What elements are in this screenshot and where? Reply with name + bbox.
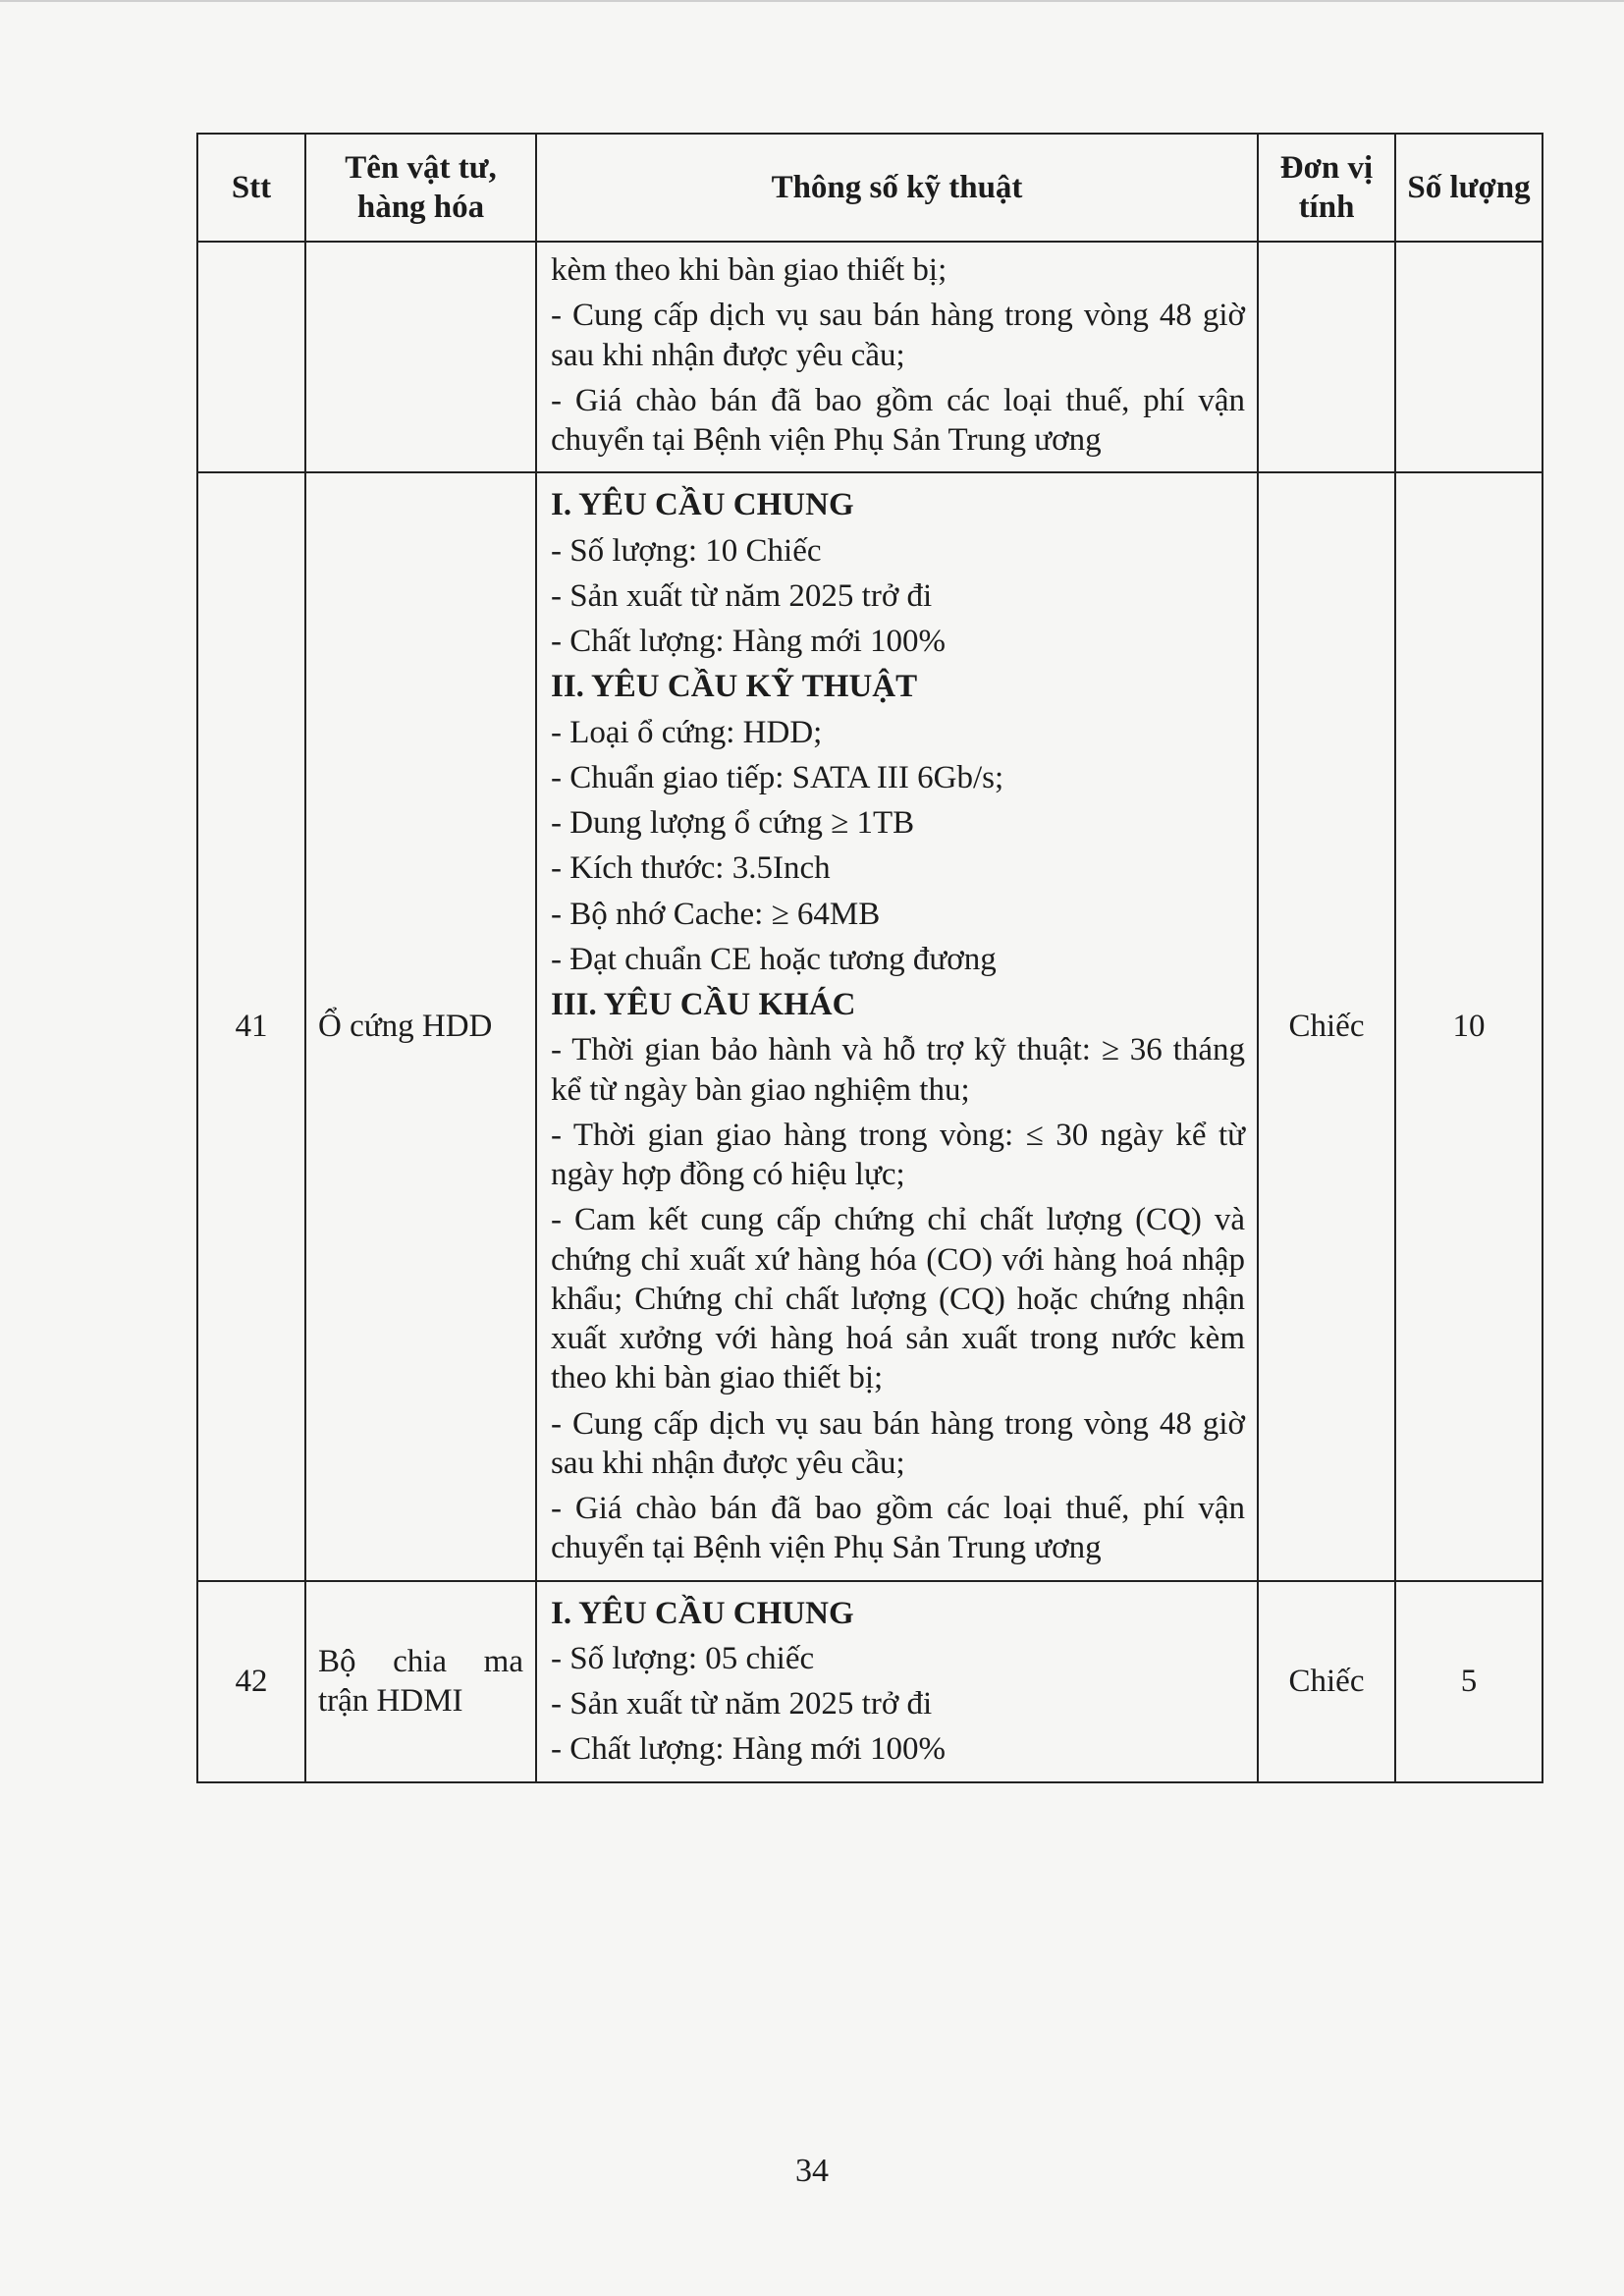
spec-line: kèm theo khi bàn giao thiết bị; [551, 252, 947, 288]
spec-line: - Bộ nhớ Cache: ≥ 64MB [551, 896, 881, 932]
col-header-unit: Đơn vị tính [1258, 134, 1395, 242]
spec-line: - Chuẩn giao tiếp: SATA III 6Gb/s; [551, 759, 1004, 795]
spec-line: - Số lượng: 10 Chiếc [551, 532, 822, 569]
row-qty [1395, 242, 1543, 472]
spec-table [196, 133, 1543, 1783]
row-unit: Chiếc [1258, 472, 1395, 1580]
spec-section-heading: II. YÊU CẦU KỸ THUẬT [551, 669, 918, 705]
spec-section-heading: I. YÊU CẦU CHUNG [551, 487, 854, 523]
row-stt: 41 [197, 472, 305, 1580]
row-specs [536, 242, 1258, 472]
spec-line: - Cung cấp dịch vụ sau bán hàng trong vòng 48 giờ sau khi nhận được yêu cầu; [551, 298, 1245, 373]
spec-line: - Giá chào bán đã bao gồm các loại thuế, phí vận chuyển tại Bệnh viện Phụ Sản Trung ương [551, 382, 1245, 458]
row-qty: 10 [1395, 472, 1543, 1580]
spec-line: - Loại ổ cứng: HDD; [551, 714, 823, 750]
row-specs [536, 472, 1258, 1580]
spec-line: - Thời gian giao hàng trong vòng: ≤ 30 ngày kể từ ngày hợp đồng có hiệu lực; [551, 1117, 1245, 1192]
row-name [305, 242, 536, 472]
spec-line: - Sản xuất từ năm 2025 trở đi [551, 1686, 933, 1722]
table-header-row [197, 134, 1543, 242]
row-name: Bộ chia ma trận HDMI [305, 1581, 536, 1782]
row-unit: Chiếc [1258, 1581, 1395, 1782]
page-number: 34 [795, 2153, 829, 2189]
spec-line: - Giá chào bán đã bao gồm các loại thuế, phí vận chuyển tại Bệnh viện Phụ Sản Trung ương [551, 1491, 1245, 1566]
spec-line: - Cung cấp dịch vụ sau bán hàng trong vòng 48 giờ sau khi nhận được yêu cầu; [551, 1405, 1245, 1481]
spec-line: - Cam kết cung cấp chứng chỉ chất lượng (CQ) và chứng chỉ xuất xứ hàng hóa (CO) với hàng hoá nhập khẩu; Chứng chỉ chất lượng (CQ) hoặc chứng nhận xuất xưởng với hàng hoá sản xuất trong nước kèm theo khi bàn giao thiết bị; [551, 1202, 1245, 1396]
spec-section-heading: I. YÊU CẦU CHUNG [551, 1595, 854, 1631]
table-row [197, 1581, 1543, 1782]
spec-line: - Số lượng: 05 chiếc [551, 1640, 815, 1676]
spec-line: - Đạt chuẩn CE hoặc tương đương [551, 941, 997, 977]
row-qty: 5 [1395, 1581, 1543, 1782]
col-header-specs: Thông số kỹ thuật [536, 134, 1258, 242]
page-edge [0, 0, 1624, 2]
spec-line: - Chất lượng: Hàng mới 100% [551, 624, 946, 659]
row-stt: 42 [197, 1581, 305, 1782]
col-header-stt: Stt [197, 134, 305, 242]
spec-line: - Kích thước: 3.5Inch [551, 850, 831, 887]
table-row [197, 472, 1543, 1580]
spec-line: - Dung lượng ổ cứng ≥ 1TB [551, 805, 915, 841]
spec-line: - Thời gian bảo hành và hỗ trợ kỹ thuật: ≥ 36 tháng kể từ ngày bàn giao nghiệm thu; [551, 1032, 1245, 1108]
spec-section-heading: III. YÊU CẦU KHÁC [551, 987, 856, 1022]
row-specs [536, 1581, 1258, 1782]
row-unit [1258, 242, 1395, 472]
col-header-qty: Số lượng [1395, 134, 1543, 242]
row-stt [197, 242, 305, 472]
table-row [197, 242, 1543, 472]
spec-line: - Sản xuất từ năm 2025 trở đi [551, 577, 933, 614]
spec-line: - Chất lượng: Hàng mới 100% [551, 1731, 946, 1768]
col-header-name: Tên vật tư, hàng hóa [305, 134, 536, 242]
row-name: Ổ cứng HDD [305, 472, 536, 1580]
